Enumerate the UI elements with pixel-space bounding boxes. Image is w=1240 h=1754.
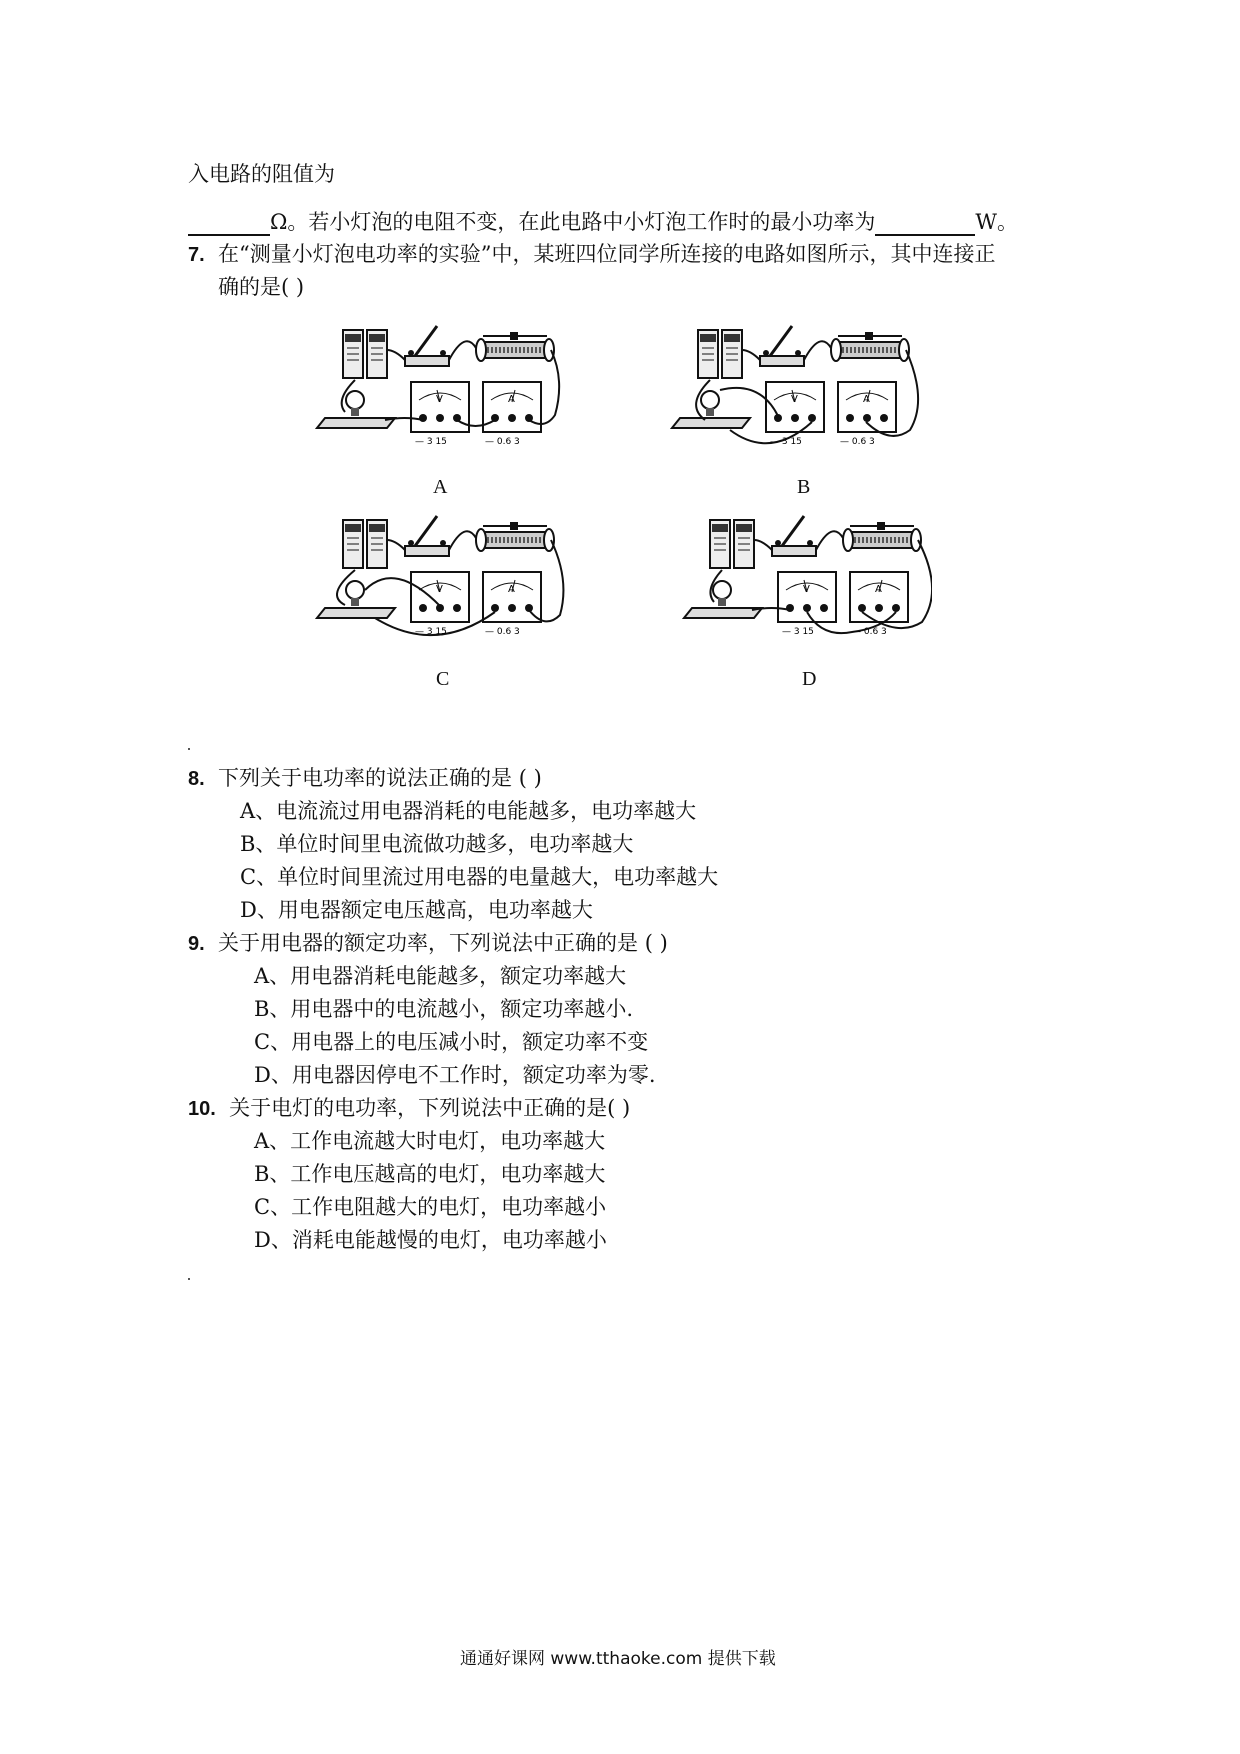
ammeter-scale-a: — 0.6 3 xyxy=(485,437,520,447)
q8-number: 8. xyxy=(188,768,205,790)
q9-stem xyxy=(188,929,668,958)
q8-stem-text: 下列关于电功率的说法正确的是 ( ) xyxy=(218,766,542,790)
circuit-figure-c xyxy=(315,510,565,640)
figure-label-d: D xyxy=(802,668,817,690)
q6-line2 xyxy=(188,208,1018,236)
q7-text-line1: 在“测量小灯泡电功率的实验”中，某班四位同学所连接的电路如图所示，其中连接正 xyxy=(218,242,996,266)
q9-number: 9. xyxy=(188,933,205,955)
q9-option-b[interactable]: B、用电器中的电流越小，额定功率越小. xyxy=(254,997,634,1021)
q10-number: 10. xyxy=(188,1098,216,1120)
q10-option-b[interactable]: B、工作电压越高的电灯，电功率越大 xyxy=(254,1162,606,1186)
q6-line2-end: W。 xyxy=(975,210,1019,234)
q7-text-line2: 确的是( ) xyxy=(218,275,305,299)
footer-credit[interactable]: 通通好课网 www.tthaoke.com 提供下载 xyxy=(460,1649,776,1669)
circuit-figure-d xyxy=(682,510,932,640)
q8-option-a[interactable]: A、电流流过用电器消耗的电能越多，电功率越大 xyxy=(240,799,697,823)
q8-option-b[interactable]: B、单位时间里电流做功越多，电功率越大 xyxy=(240,832,634,856)
q7-line2 xyxy=(218,273,304,301)
q10-stem xyxy=(188,1094,630,1123)
q7-number: 7. xyxy=(188,244,205,266)
q9-option-a[interactable]: A、用电器消耗电能越多，额定功率越大 xyxy=(254,964,627,988)
q6-line2-text: Ω。若小灯泡的电阻不变，在此电路中小灯泡工作时的最小功率为 xyxy=(270,210,876,234)
power-blank[interactable] xyxy=(875,212,975,236)
circuit-figure-b xyxy=(670,320,920,450)
voltmeter-scale-a: — 3 15 xyxy=(415,437,447,447)
q6-line1 xyxy=(188,160,335,188)
q10-stem-text: 关于电灯的电功率，下列说法中正确的是( ) xyxy=(229,1096,631,1120)
q8-stem xyxy=(188,764,542,793)
ammeter-scale-b: — 0.6 3 xyxy=(840,437,875,447)
q6-line1-text: 入电路的阻值为 xyxy=(188,162,335,186)
q9-option-c[interactable]: C、用电器上的电压减小时，额定功率不变 xyxy=(254,1030,649,1054)
scan-dot xyxy=(188,748,190,750)
q9-stem-text: 关于用电器的额定功率，下列说法中正确的是 ( ) xyxy=(218,931,668,955)
q10-option-c[interactable]: C、工作电阻越大的电灯，电功率越小 xyxy=(254,1195,607,1219)
q8-option-d[interactable]: D、用电器额定电压越高，电功率越大 xyxy=(240,898,593,922)
q9-option-d[interactable]: D、用电器因停电不工作时，额定功率为零. xyxy=(254,1063,656,1087)
ammeter-scale-c: — 0.6 3 xyxy=(485,627,520,637)
scan-dot-2 xyxy=(188,1278,190,1280)
resistance-blank[interactable] xyxy=(188,212,270,236)
figure-label-c: C xyxy=(436,668,450,690)
figure-label-a: A xyxy=(433,476,448,498)
q7-line1 xyxy=(188,240,996,269)
circuit-figure-a xyxy=(315,320,565,450)
q10-option-d[interactable]: D、消耗电能越慢的电灯，电功率越小 xyxy=(254,1228,607,1252)
voltmeter-scale-d: — 3 15 xyxy=(782,627,814,637)
q8-option-c[interactable]: C、单位时间里流过用电器的电量越大，电功率越大 xyxy=(240,865,719,889)
q10-option-a[interactable]: A、工作电流越大时电灯，电功率越大 xyxy=(254,1129,606,1153)
figure-label-b: B xyxy=(797,476,811,498)
voltmeter-scale-b: — 3 15 xyxy=(770,437,802,447)
ammeter-scale-d: — 0.6 3 xyxy=(852,627,887,637)
voltmeter-scale-c: — 3 15 xyxy=(415,627,447,637)
